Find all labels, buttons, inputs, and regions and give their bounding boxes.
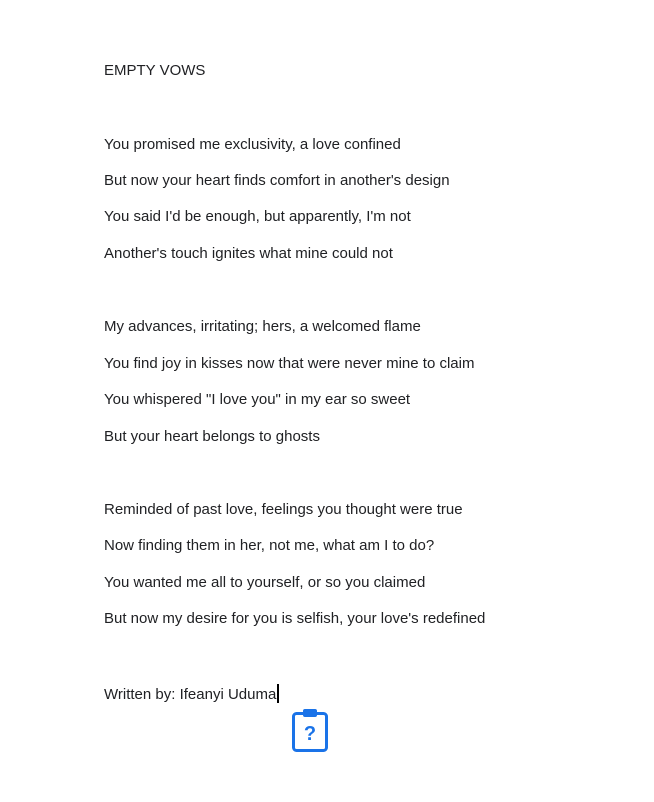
- signature-line: [104, 684, 279, 704]
- svg-text:?: ?: [303, 723, 317, 745]
- poem-line: You whispered "I love you" in my ear so sweet: [104, 391, 411, 408]
- poem-line: You wanted me all to yourself, or so you claimed: [104, 574, 426, 591]
- poem-line: You said I'd be enough, but apparently, I'm not: [104, 208, 411, 225]
- poem-line: My advances, irritating; hers, a welcomed flame: [104, 318, 421, 335]
- clipboard-question-icon[interactable]: [291, 707, 329, 753]
- poem-line: You promised me exclusivity, a love confined: [104, 136, 401, 153]
- poem-line: Now finding them in her, not me, what am I to do?: [104, 537, 435, 554]
- poem-line: But now my desire for you is selfish, your love's redefined: [104, 610, 486, 627]
- poem-line: But your heart belongs to ghosts: [104, 428, 320, 445]
- poem-line: You find joy in kisses now that were never mine to claim: [104, 355, 475, 372]
- poem-title: EMPTY VOWS: [104, 62, 206, 79]
- poem-line: Reminded of past love, feelings you thought were true: [104, 501, 463, 518]
- poem-line: Another's touch ignites what mine could not: [104, 245, 393, 262]
- text-cursor: [277, 684, 279, 703]
- signature-text: Written by: Ifeanyi Uduma: [104, 686, 277, 703]
- poem-line: But now your heart finds comfort in another's design: [104, 172, 450, 189]
